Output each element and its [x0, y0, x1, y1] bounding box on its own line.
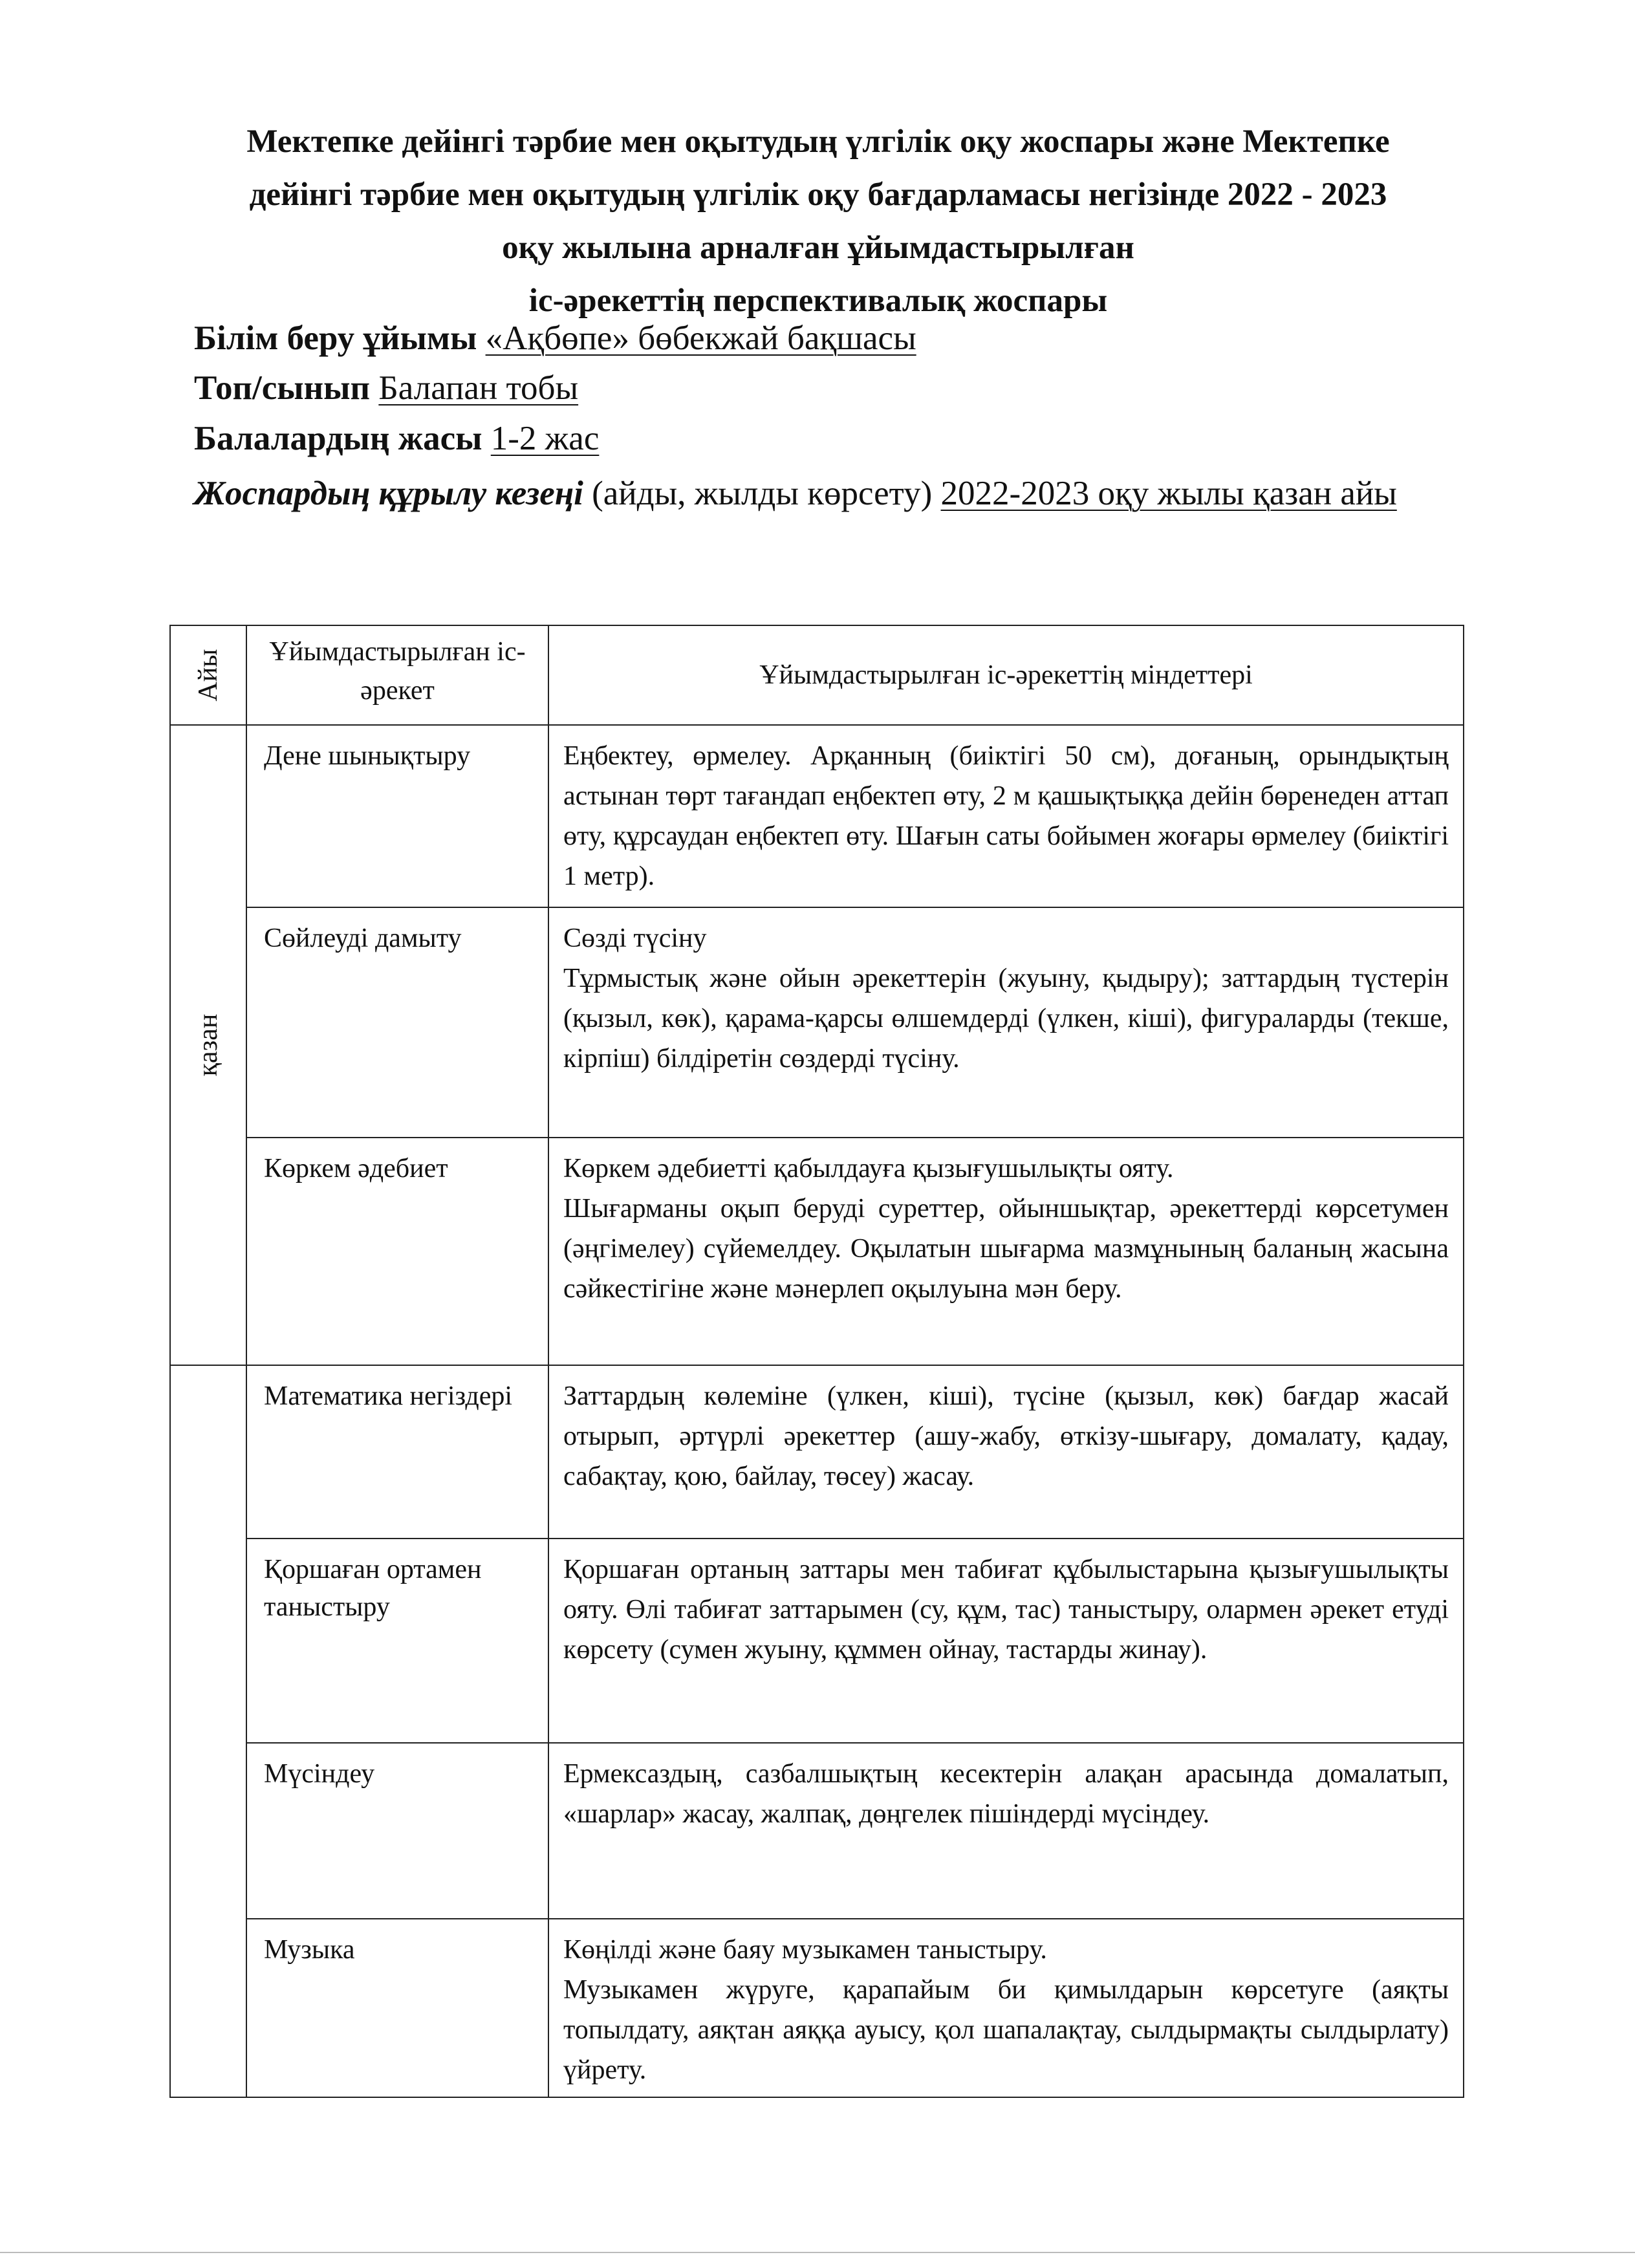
tasks-cell — [548, 1743, 1464, 1919]
table-row — [170, 1365, 1464, 1539]
org-label: Білім беру ұйымы — [194, 319, 477, 357]
table-row — [170, 1919, 1464, 2097]
task-text: Шығарманы оқып беруді суреттер, ойыншықтар, әрекеттерді көрсетумен (әңгімелеу) сүйемелдеу. Оқылатын шығарма мазмұнының баланың жасына сәйкестігіне және мәнерлеп оқылуына мән беру. — [563, 1194, 1449, 1304]
tasks-cell — [548, 1919, 1464, 2097]
activity-cell: Көркем әдебиет — [246, 1138, 548, 1365]
month-cell-empty — [170, 1365, 246, 2097]
activity-cell: Мүсіндеу — [246, 1743, 548, 1919]
header-tasks: Ұйымдастырылған іс-әрекеттің міндеттері — [548, 625, 1464, 725]
task-text: Көңілді және баяу музыкамен таныстыру. — [563, 1935, 1047, 1965]
age-label: Балалардың жасы — [194, 420, 482, 457]
table-row — [170, 1539, 1464, 1743]
title-line-3: оқу жылына арналған ұйымдастырылған — [502, 230, 1134, 266]
table-row — [170, 725, 1464, 907]
plan-table — [169, 625, 1464, 2098]
table-header-row — [170, 625, 1464, 725]
task-text: Тұрмыстық және ойын әрекеттерін (жуыну, қыдыру); заттардың түстерін (қызыл, көк), қарама-қарсы өлшемдерді (үлкен, кіші), фигураларды (текше, кірпіш) білдіретін сөздерді түсіну. — [563, 964, 1449, 1074]
month-label: қазан — [193, 1013, 223, 1077]
period-line — [194, 472, 1507, 515]
period-label: Жоспардың құрылу кезеңі — [194, 475, 583, 512]
task-text: Сөзді түсіну — [563, 923, 707, 953]
group-line — [194, 367, 1507, 409]
tasks-cell — [548, 1365, 1464, 1539]
table-row — [170, 1743, 1464, 1919]
header-activity: Ұйымдастырылған іс-әрекет — [246, 625, 548, 725]
activity-cell: Математика негіздері — [246, 1365, 548, 1539]
title-line-2: дейінгі тәрбие мен оқытудың үлгілік оқу бағдарламасы негізінде 2022 - 2023 — [249, 177, 1387, 213]
period-hint: (айды, жылды көрсету) — [592, 475, 933, 512]
header-month — [170, 625, 246, 725]
task-text: Ермексаздың, сазбалшықтың кесектерін алақан арасында домалатып, «шарлар» жасау, жалпақ, дөңгелек пішіндерді мүсіндеу. — [563, 1759, 1449, 1829]
tasks-cell — [548, 1138, 1464, 1365]
task-text: Көркем әдебиетті қабылдауға қызығушылықты ояту. — [563, 1154, 1174, 1183]
tasks-cell — [548, 907, 1464, 1138]
task-text: Музыкамен жүруге, қарапайым би қимылдарын көрсетуге (аяқты топылдату, аяқтан аяққа ауысу, қол шапалақтау, сылдырмақты сылдырлату) үйрету. — [563, 1975, 1449, 2085]
header-month-label: Айы — [193, 649, 223, 702]
period-value: 2022-2023 оқу жылы қазан айы — [940, 475, 1397, 512]
task-text: Заттардың көлеміне (үлкен, кіші), түсіне (қызыл, көк) бағдар жасай отырып, әртүрлі әрекеттер (ашу-жабу, өткізу-шығару, домалату, қадау, сабақтау, қою, байлау, төсеу) жасау. — [563, 1381, 1449, 1491]
month-cell — [170, 725, 246, 1365]
group-value: Балапан тобы — [378, 369, 579, 407]
task-text: Еңбектеу, өрмелеу. Арқанның (биіктігі 50 см), доғаның, орындықтың астынан төрт тағандап еңбектеп өту, 2 м қашықтыққа дейін бөренеден аттап өту, құрсаудан еңбектеп өту. Шағын саты бойымен жоғары өрмелеу (биіктігі 1 метр). — [563, 741, 1449, 891]
age-line — [194, 417, 1507, 460]
tasks-cell — [548, 1539, 1464, 1743]
document-title — [168, 115, 1468, 327]
title-line-4: іс-әрекеттің перспективалық жоспары — [528, 283, 1108, 319]
scan-edge-line — [0, 2252, 1635, 2253]
activity-cell: Қоршаған ортамен таныстыру — [246, 1539, 548, 1743]
title-line-1: Мектепке дейінгі тәрбие мен оқытудың үлгілік оқу жоспары және Мектепке — [246, 124, 1390, 160]
table-row — [170, 907, 1464, 1138]
tasks-cell — [548, 725, 1464, 907]
group-label: Топ/сынып — [194, 369, 371, 407]
table-row — [170, 1138, 1464, 1365]
org-line — [194, 317, 1507, 360]
task-text: Қоршаған ортаның заттары мен табиғат құбылыстарына қызығушылықты ояту. Өлі табиғат заттарымен (су, құм, тас) таныстыру, олармен әрекет етуді көрсету (сумен жуыну, құммен ойнау, тастарды жинау). — [563, 1555, 1449, 1665]
activity-cell: Музыка — [246, 1919, 548, 2097]
activity-cell: Сөйлеуді дамыту — [246, 907, 548, 1138]
activity-cell: Дене шынықтыру — [246, 725, 548, 907]
org-value: «Ақбөпе» бөбекжай бақшасы — [485, 319, 916, 357]
age-value: 1-2 жас — [490, 420, 600, 457]
